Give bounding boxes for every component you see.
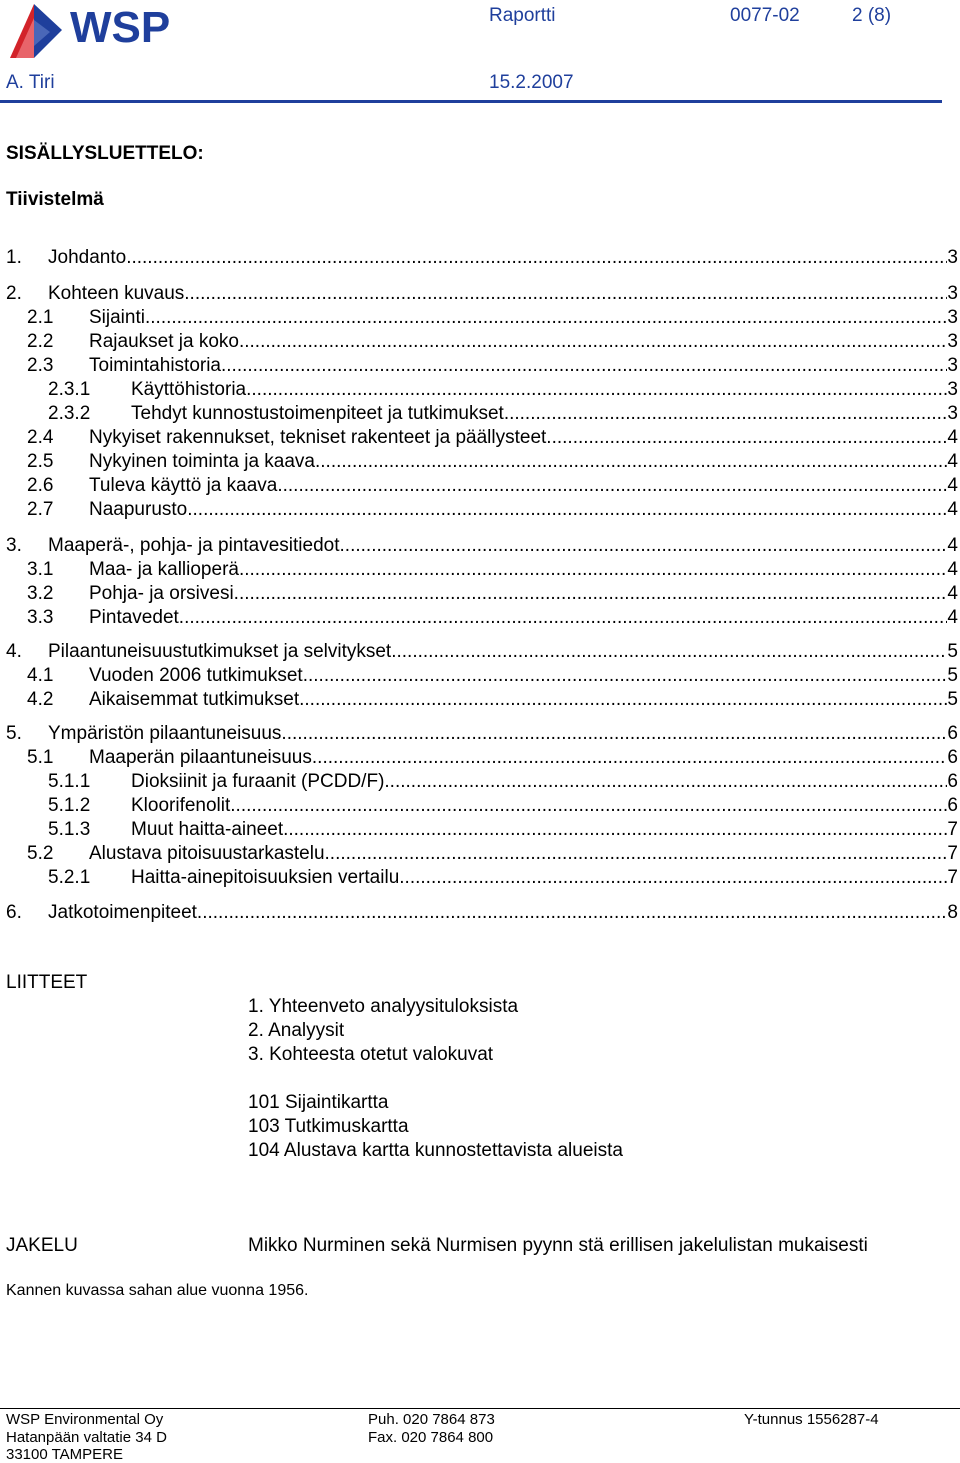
toc-entry-title: Jatkotoimenpiteet (48, 902, 197, 923)
toc-entry-title: Alustava pitoisuustarkastelu (89, 843, 325, 864)
toc-entry[interactable] (0, 582, 958, 606)
toc-leader-dots (126, 246, 947, 270)
toc-entry-title: Rajaukset ja koko (89, 331, 239, 352)
toc-entry-page: 5 (947, 641, 958, 662)
toc-entry-title: Nykyinen toiminta ja kaava (89, 451, 315, 472)
footer-company: WSP Environmental Oy (6, 1411, 164, 1428)
toc-entry-number: 2.1 (27, 307, 54, 328)
toc-entry-page: 7 (947, 843, 958, 864)
toc-entry-number: 4.2 (27, 689, 54, 710)
toc-entry[interactable] (0, 664, 958, 688)
appendices-label: LIITTEET (6, 972, 88, 993)
doc-number: 0077-02 (730, 5, 800, 26)
toc-entry[interactable] (0, 722, 958, 746)
toc-entry-page: 7 (947, 819, 958, 840)
toc-leader-dots (197, 901, 948, 925)
footer-fax: Fax. 020 7864 800 (368, 1429, 494, 1446)
toc-entry-page: 4 (947, 499, 958, 520)
toc-entry-page: 4 (947, 559, 958, 580)
toc-entry-page: 3 (947, 247, 958, 268)
toc-entry[interactable] (0, 282, 958, 306)
toc-entry-number: 3. (6, 535, 22, 556)
toc-leader-dots (234, 582, 948, 606)
toc-entry[interactable] (0, 606, 958, 630)
toc-entry[interactable] (0, 746, 958, 770)
toc-leader-dots (303, 664, 948, 688)
toc-entry-page: 6 (947, 771, 958, 792)
header-rule (0, 100, 942, 103)
doc-date: 15.2.2007 (489, 72, 574, 93)
footer-business-id: Y-tunnus 1556287-4 (744, 1411, 879, 1428)
toc-leader-dots (230, 794, 947, 818)
toc-entry-title: Pilaantuneisuustutkimukset ja selvitykset (48, 641, 392, 662)
toc-leader-dots (399, 866, 947, 890)
appendix-item: 2. Analyysit (248, 1020, 345, 1041)
map-item: 104 Alustava kartta kunnostettavista alueista (248, 1140, 623, 1161)
toc-entry-title: Sijainti (89, 307, 145, 328)
svg-text:WSP: WSP (70, 3, 171, 52)
toc-entry[interactable] (0, 818, 958, 842)
toc-entry-page: 7 (947, 867, 958, 888)
toc-entry-number: 3.1 (27, 559, 54, 580)
toc-entry-page: 3 (947, 379, 958, 400)
distribution-text: Mikko Nurminen sekä Nurmisen pyynn stä erillisen jakelulistan mukaisesti (248, 1235, 868, 1256)
toc-entry-number: 2.5 (27, 451, 54, 472)
toc-entry-title: Kohteen kuvaus (48, 283, 185, 304)
toc-entry-number: 2.3.2 (48, 403, 91, 424)
toc-entry[interactable] (0, 330, 958, 354)
toc-entry-number: 2.4 (27, 427, 54, 448)
toc-entry-page: 4 (947, 583, 958, 604)
toc-leader-dots (384, 770, 947, 794)
toc-entry-title: Pintavedet (89, 607, 179, 628)
toc-entry-page: 4 (947, 607, 958, 628)
toc-entry-title: Aikaisemmat tutkimukset (89, 689, 300, 710)
toc-entry-title: Dioksiinit ja furaanit (PCDD/F) (131, 771, 385, 792)
footer-phone: Puh. 020 7864 873 (368, 1411, 495, 1428)
toc-entry-title: Maaperän pilaantuneisuus (89, 747, 312, 768)
toc-entry-number: 3.3 (27, 607, 54, 628)
toc-leader-dots (246, 378, 947, 402)
appendix-item: 1. Yhteenveto analyysituloksista (248, 996, 519, 1017)
toc-entry-number: 2.7 (27, 499, 54, 520)
toc-entry[interactable] (0, 534, 958, 558)
toc-entry[interactable] (0, 426, 958, 450)
toc-entry-title: Johdanto (48, 247, 127, 268)
toc-entry-page: 5 (947, 665, 958, 686)
toc-entry[interactable] (0, 402, 958, 426)
toc-entry[interactable] (0, 901, 958, 925)
toc-entry-number: 2. (6, 283, 22, 304)
toc-entry-title: Käyttöhistoria (131, 379, 247, 400)
toc-entry-number: 6. (6, 902, 22, 923)
toc-entry-page: 6 (947, 747, 958, 768)
toc-leader-dots (184, 282, 947, 306)
toc-entry[interactable] (0, 306, 958, 330)
toc-entry-title: Pohja- ja orsivesi (89, 583, 234, 604)
toc-entry-number: 1. (6, 247, 22, 268)
doc-type: Raportti (489, 5, 556, 26)
footer-street: Hatanpään valtatie 34 D (6, 1429, 167, 1446)
toc-entry-title: Toimintahistoria (89, 355, 221, 376)
toc-entry-number: 5.1.2 (48, 795, 91, 816)
toc-entry-number: 4. (6, 641, 22, 662)
footer-city: 33100 TAMPERE (6, 1446, 124, 1463)
toc-entry[interactable] (0, 354, 958, 378)
toc-entry-number: 2.2 (27, 331, 54, 352)
toc-leader-dots (391, 640, 947, 664)
wsp-logo (4, 0, 204, 62)
toc-entry-title: Vuoden 2006 tutkimukset (89, 665, 303, 686)
toc-entry-number: 3.2 (27, 583, 54, 604)
cover-note: Kannen kuvassa sahan alue vuonna 1956. (6, 1282, 309, 1299)
toc-entry-page: 6 (947, 723, 958, 744)
toc-leader-dots (325, 842, 948, 866)
author: A. Tiri (6, 72, 55, 93)
toc-entry[interactable] (0, 246, 958, 270)
toc-entry-page: 3 (947, 283, 958, 304)
toc-leader-dots (239, 558, 947, 582)
toc-entry-number: 5.1.1 (48, 771, 91, 792)
toc-leader-dots (283, 818, 947, 842)
appendix-item: 3. Kohteesta otetut valokuvat (248, 1044, 494, 1065)
toc-entry-page: 5 (947, 689, 958, 710)
toc-entry-number: 5.1 (27, 747, 54, 768)
toc-entry-title: Ympäristön pilaantuneisuus (48, 723, 282, 744)
distribution-label: JAKELU (6, 1235, 78, 1256)
map-item: 103 Tutkimuskartta (248, 1116, 409, 1137)
toc-leader-dots (277, 474, 947, 498)
toc-entry-number: 4.1 (27, 665, 54, 686)
toc-entry-title: Tuleva käyttö ja kaava (89, 475, 278, 496)
toc-heading: SISÄLLYSLUETTELO: (6, 143, 204, 164)
toc-entry-number: 5.2 (27, 843, 54, 864)
toc-entry[interactable] (0, 688, 958, 712)
toc-entry-page: 4 (947, 475, 958, 496)
toc-entry[interactable] (0, 770, 958, 794)
toc-leader-dots (281, 722, 947, 746)
toc-entry[interactable] (0, 474, 958, 498)
toc-entry-page: 3 (947, 355, 958, 376)
toc-leader-dots (239, 330, 947, 354)
toc-entry-title: Haitta-ainepitoisuuksien vertailu (131, 867, 400, 888)
toc-entry-page: 3 (947, 307, 958, 328)
toc-entry-page: 3 (947, 403, 958, 424)
toc-entry[interactable] (0, 558, 958, 582)
toc-entry-number: 2.3.1 (48, 379, 91, 400)
toc-entry[interactable] (0, 794, 958, 818)
toc-entry[interactable] (0, 450, 958, 474)
toc-entry[interactable] (0, 640, 958, 664)
toc-leader-dots (312, 746, 948, 770)
toc-entry-number: 2.3 (27, 355, 54, 376)
toc-leader-dots (546, 426, 947, 450)
toc-leader-dots (315, 450, 947, 474)
footer-rule (0, 1408, 960, 1409)
toc-entry[interactable] (0, 498, 958, 522)
toc-entry[interactable] (0, 866, 958, 890)
toc-entry-page: 3 (947, 331, 958, 352)
page-number: 2 (8) (852, 5, 892, 26)
toc-leader-dots (145, 306, 947, 330)
toc-leader-dots (299, 688, 947, 712)
toc-entry-page: 8 (947, 902, 958, 923)
toc-entry-title: Maaperä-, pohja- ja pintavesitiedot (48, 535, 340, 556)
map-item: 101 Sijaintikartta (248, 1092, 389, 1113)
toc-leader-dots (504, 402, 948, 426)
toc-entry-title: Nykyiset rakennukset, tekniset rakenteet ja päällysteet (89, 427, 547, 448)
toc-entry-title: Naapurusto (89, 499, 188, 520)
toc-leader-dots (179, 606, 948, 630)
toc-entry-title: Tehdyt kunnostustoimenpiteet ja tutkimukset (131, 403, 504, 424)
toc-entry[interactable] (0, 378, 958, 402)
toc-entry-number: 5.1.3 (48, 819, 91, 840)
toc-leader-dots (221, 354, 947, 378)
toc-entry-title: Kloorifenolit (131, 795, 231, 816)
toc-entry-number: 5. (6, 723, 22, 744)
toc-entry-page: 4 (947, 535, 958, 556)
toc-entry-page: 4 (947, 451, 958, 472)
toc-entry-number: 5.2.1 (48, 867, 91, 888)
toc-summary: Tiivistelmä (6, 189, 104, 210)
toc-leader-dots (340, 534, 948, 558)
toc-entry-page: 6 (947, 795, 958, 816)
toc-leader-dots (187, 498, 947, 522)
toc-entry-number: 2.6 (27, 475, 54, 496)
toc-entry[interactable] (0, 842, 958, 866)
toc-entry-title: Maa- ja kallioperä (89, 559, 239, 580)
toc-entry-page: 4 (947, 427, 958, 448)
toc-entry-title: Muut haitta-aineet (131, 819, 284, 840)
